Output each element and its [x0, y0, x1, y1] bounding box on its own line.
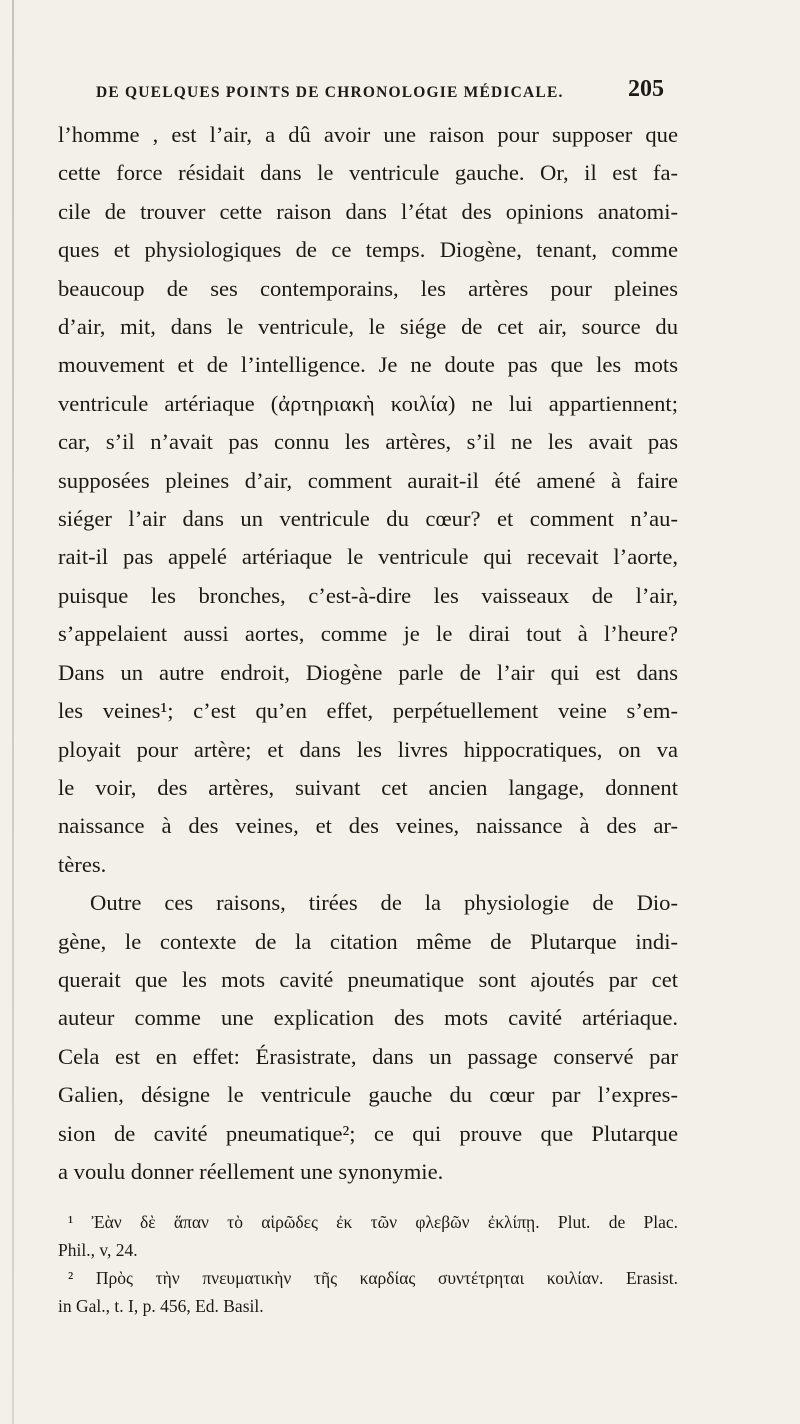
body-text: [58, 116, 678, 1191]
text-line: sion de cavité pneumatique²; ce qui prouve que Plutarque: [58, 1120, 678, 1146]
footnote-2-cont: in Gal., t. I, p. 456, Ed. Basil.: [58, 1296, 264, 1316]
text-line: cette force résidait dans le ventricule gauche. Or, il est fa-: [58, 160, 678, 186]
text-line: tères.: [58, 851, 107, 877]
text-line: ventricule artériaque (ἀρτηριακὴ κοιλία) ne lui appartiennent;: [58, 390, 678, 416]
footnote-1-cont: Phil., v, 24.: [58, 1240, 138, 1260]
text-line: ployait pour artère; et dans les livres hippocratiques, on va: [58, 736, 678, 762]
text-line: Outre ces raisons, tirées de la physiologie de Dio-: [90, 890, 678, 916]
text-line: supposées pleines d’air, comment aurait-il été amené à faire: [58, 467, 678, 493]
text-line: Dans un autre endroit, Diogène parle de l’air qui est dans: [58, 659, 678, 685]
text-line: rait-il pas appelé artériaque le ventricule qui recevait l’aorte,: [58, 544, 678, 570]
text-line: d’air, mit, dans le ventricule, le siége de cet air, source du: [58, 314, 678, 340]
footnote-1: ¹ Ἐὰν δὲ ἅπαν τὸ αἱρῶδες ἐκ τῶν φλεβῶν ἐκλίπῃ. Plut. de Plac.: [68, 1212, 678, 1232]
text-line: le voir, des artères, suivant cet ancien langage, donnent: [58, 774, 678, 800]
running-title: DE QUELQUES POINTS DE CHRONOLOGIE MÉDICALE.: [96, 84, 564, 101]
page-header: [0, 76, 800, 106]
text-line: Galien, désigne le ventricule gauche du cœur par l’expres-: [58, 1082, 678, 1108]
text-line: naissance à des veines, et des veines, naissance à des ar-: [58, 813, 678, 839]
text-line: ques et physiologiques de ce temps. Diogène, tenant, comme: [58, 237, 678, 263]
footnote-2: ² Πρὸς τὴν πνευματικὴν τῆς καρδίας συντέτρηται κοιλίαν. Erasist.: [68, 1268, 678, 1288]
text-line: cile de trouver cette raison dans l’état des opinions anatomi-: [58, 198, 678, 224]
text-line: siéger l’air dans un ventricule du cœur? et comment n’au-: [58, 506, 678, 532]
text-line: a voulu donner réellement une synonymie.: [58, 1158, 444, 1184]
text-line: querait que les mots cavité pneumatique sont ajoutés par cet: [58, 966, 678, 992]
text-line: s’appelaient aussi aortes, comme je le dirai tout à l’heure?: [58, 621, 678, 647]
text-line: Cela est en effet: Érasistrate, dans un passage conservé par: [58, 1043, 678, 1069]
text-line: car, s’il n’avait pas connu les artères, s’il ne les avait pas: [58, 429, 678, 455]
text-line: puisque les bronches, c’est-à-dire les vaisseaux de l’air,: [58, 582, 678, 608]
text-line: l’homme , est l’air, a dû avoir une raison pour supposer que: [58, 122, 678, 147]
page-number: 205: [628, 76, 664, 102]
text-line: les veines¹; c’est qu’en effet, perpétuellement veine s’em-: [58, 698, 678, 724]
footnotes: [58, 1208, 678, 1320]
text-line: gène, le contexte de la citation même de Plutarque indi-: [58, 928, 678, 954]
text-line: auteur comme une explication des mots cavité artériaque.: [58, 1005, 678, 1031]
text-line: beaucoup de ses contemporains, les artères pour pleines: [58, 275, 678, 301]
page-edge: [12, 0, 14, 1424]
text-line: mouvement et de l’intelligence. Je ne doute pas que les mots: [58, 352, 678, 378]
